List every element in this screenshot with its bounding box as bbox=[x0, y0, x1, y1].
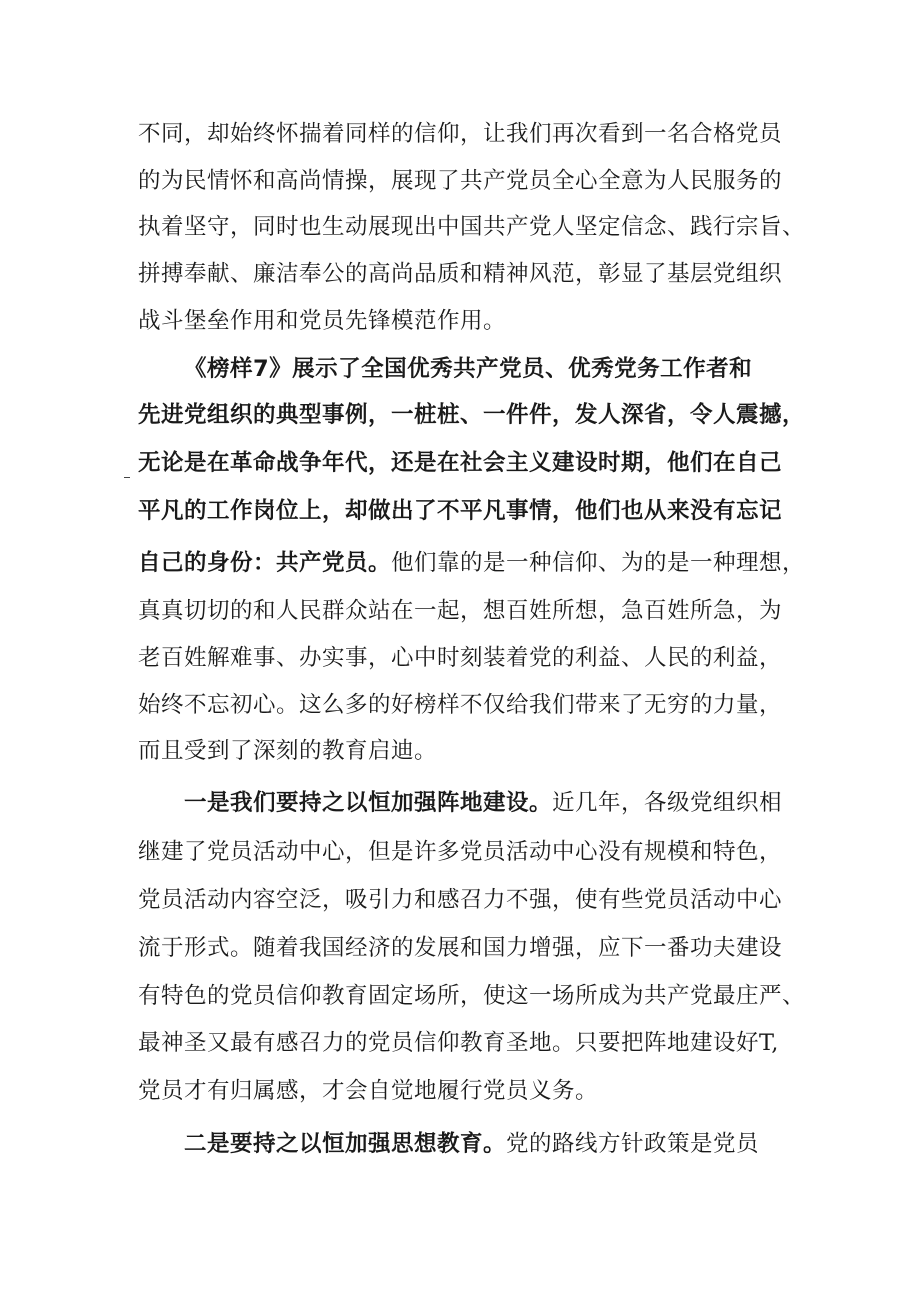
paragraph-3-line-5: 有特色的党员信仰教育固定场所，使这一场所成为共产党最庄严、 bbox=[138, 983, 806, 1009]
paragraph-2-line-7: 老百姓解难事、办实事，心中时刻装着党的利益、人民的利益， bbox=[138, 645, 783, 671]
paragraph-3-line-7: 党员才有归属感，才会自觉地履行党员义务。 bbox=[138, 1078, 599, 1104]
paragraph-4-line-1-rest: 党的路线方针政策是党员 bbox=[506, 1131, 760, 1157]
paragraph-2-bold-phrase: 自己的身份：共产党员。 bbox=[138, 550, 392, 576]
paragraph-1-line-1: 不同，却始终怀揣着同样的信仰，让我们再次看到一名合格党员 bbox=[138, 121, 783, 147]
paragraph-3-line-1 bbox=[184, 783, 782, 823]
paragraph-3-line-1-rest: 近几年，各级党组织相 bbox=[552, 790, 783, 816]
paragraph-2-line-5 bbox=[138, 543, 805, 583]
margin-mark bbox=[124, 477, 130, 478]
paragraph-3-bold-phrase: 一是我们要持之以恒加强阵地建设。 bbox=[184, 790, 553, 816]
paragraph-1-line-4: 拼搏奉献、廉洁奉公的高尚品质和精神风范，彰显了基层党组织 bbox=[138, 261, 783, 287]
paragraph-1-line-2: 的为民情怀和高尚情操，展现了共产党员全心全意为人民服务的 bbox=[138, 168, 783, 194]
paragraph-3-line-2: 继建了党员活动中心，但是许多党员活动中心没有规模和特色， bbox=[138, 839, 783, 865]
paragraph-2-line-6: 真真切切的和人民群众站在一起，想百姓所想，急百姓所急，为 bbox=[138, 598, 783, 624]
paragraph-4-line-1 bbox=[184, 1124, 759, 1164]
paragraph-2-line-2: 先进党组织的典型事例，一桩桩、一件件，发人深省，令人震撼， bbox=[138, 402, 806, 428]
paragraph-3-line-6: 最神圣又最有感召力的党员信仰教育圣地。只要把阵地建设好T, bbox=[138, 1030, 779, 1056]
paragraph-2-line-8: 始终不忘初心。这么多的好榜样不仅给我们带来了无穷的力量， bbox=[138, 692, 783, 718]
paragraph-2-line-1: 《榜样7》展示了全国优秀共产党员、优秀党务工作者和 bbox=[184, 356, 753, 382]
paragraph-2-line-9: 而且受到了深刻的教育启迪。 bbox=[138, 738, 438, 764]
paragraph-4-bold-phrase: 二是要持之以恒加强思想教育。 bbox=[184, 1131, 507, 1157]
paragraph-2-line-4: 平凡的工作岗位上，却做出了不平凡事情，他们也从来没有忘记 bbox=[138, 498, 783, 524]
paragraph-3-line-3: 党员活动内容空泛，吸引力和感召力不强，使有些党员活动中心 bbox=[138, 887, 783, 913]
paragraph-1-line-3: 执着坚守，同时也生动展现出中国共产党人坚定信念、践行宗旨、 bbox=[138, 214, 806, 240]
paragraph-2-line-5-rest: 他们靠的是一种信仰、为的是一种理想， bbox=[391, 550, 806, 576]
paragraph-3-line-4: 流于形式。随着我国经济的发展和国力增强，应下一番功夫建设 bbox=[138, 935, 783, 961]
paragraph-2-line-3: 无论是在革命战争年代，还是在社会主义建设时期，他们在自己 bbox=[138, 450, 783, 476]
paragraph-1-line-5: 战斗堡垒作用和党员先锋模范作用。 bbox=[138, 308, 507, 334]
